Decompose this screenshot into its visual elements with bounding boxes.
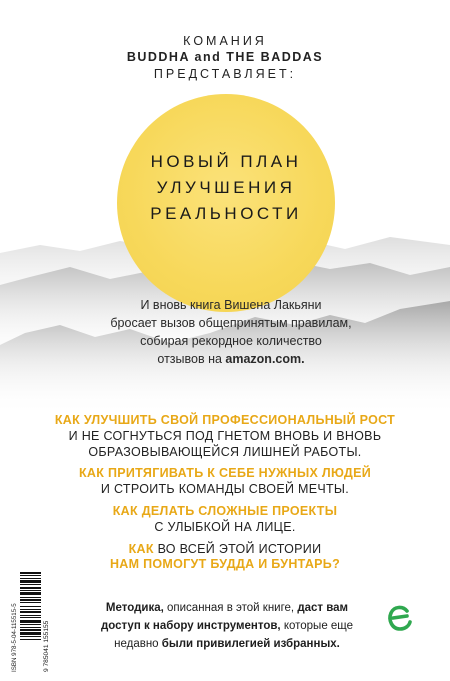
intro-line-1: И вновь книга Вишена Лакьяни [140,298,322,312]
book-title-line-2: УЛУЧШЕНИЯ [156,178,296,197]
publisher-line-3: ПРЕДСТАВЛЯЕТ: [153,67,297,81]
method-bold-3: доступ к набору инструментов, [100,620,281,632]
question-1-text-2: ОБРАЗОВЫВАЮЩЕЙСЯ ЛИШНЕЙ РАБОТЫ. [88,445,362,459]
book-title-line-1: НОВЫЙ ПЛАН [150,152,302,171]
amazon-link-text: amazon.com. [225,352,305,366]
method-line-2 [72,617,382,635]
question-4-heading-end: НАМ ПОМОГУТ БУДДА И БУНТАРЬ? [109,557,341,571]
barcode-digits: 9 785041 155155 [43,620,50,672]
method-text-2: которые еще [280,620,354,632]
method-bold-2: даст вам [297,602,349,614]
intro-line-4 [96,350,366,368]
method-text-3: недавно [114,638,162,650]
method-text-1: описанная в этой книге, [163,602,298,614]
question-1-text-1: И НЕ СОГНУТЬСЯ ПОД ГНЕТОМ ВНОВЬ И ВНОВЬ [68,429,382,443]
question-3-text: С УЛЫБКОЙ НА ЛИЦЕ. [154,520,296,534]
method-bold-1: Методика, [105,602,164,614]
isbn-barcode [10,568,50,674]
method-line-1 [72,599,382,617]
question-2-text: И СТРОИТЬ КОМАНДЫ СВОЕЙ МЕЧТЫ. [100,482,350,496]
intro-line-2: бросает вызов общепринятым правилам, [110,316,352,330]
sun-circle [117,94,335,312]
intro-line-3: собирая рекордное количество [140,334,322,348]
question-4-line-1 [0,542,450,556]
question-4-text: ВО ВСЕЙ ЭТОЙ ИСТОРИИ [153,542,322,556]
question-4-heading-start: КАК [128,542,154,556]
question-1-heading: КАК УЛУЧШИТЬ СВОЙ ПРОФЕССИОНАЛЬНЫЙ РОСТ [54,413,396,427]
intro-line-4-text: отзывов на [157,352,226,366]
question-2-heading: КАК ПРИТЯГИВАТЬ К СЕБЕ НУЖНЫХ ЛЮДЕЙ [78,466,371,480]
isbn-label: ISBN 978-5-04-115515-5 [11,603,18,672]
method-line-3 [72,635,382,653]
question-3-heading: КАК ДЕЛАТЬ СЛОЖНЫЕ ПРОЕКТЫ [112,504,338,518]
publisher-line-1: КОМАНИЯ [183,34,267,48]
barcode-bars [20,572,41,640]
book-title-line-3: РЕАЛЬНОСТИ [150,204,302,223]
eksmo-logo-icon [385,602,415,636]
method-bold-4: были привилегией избранных. [161,638,340,650]
publisher-name: BUDDHA and THE BADDAS [126,50,324,64]
